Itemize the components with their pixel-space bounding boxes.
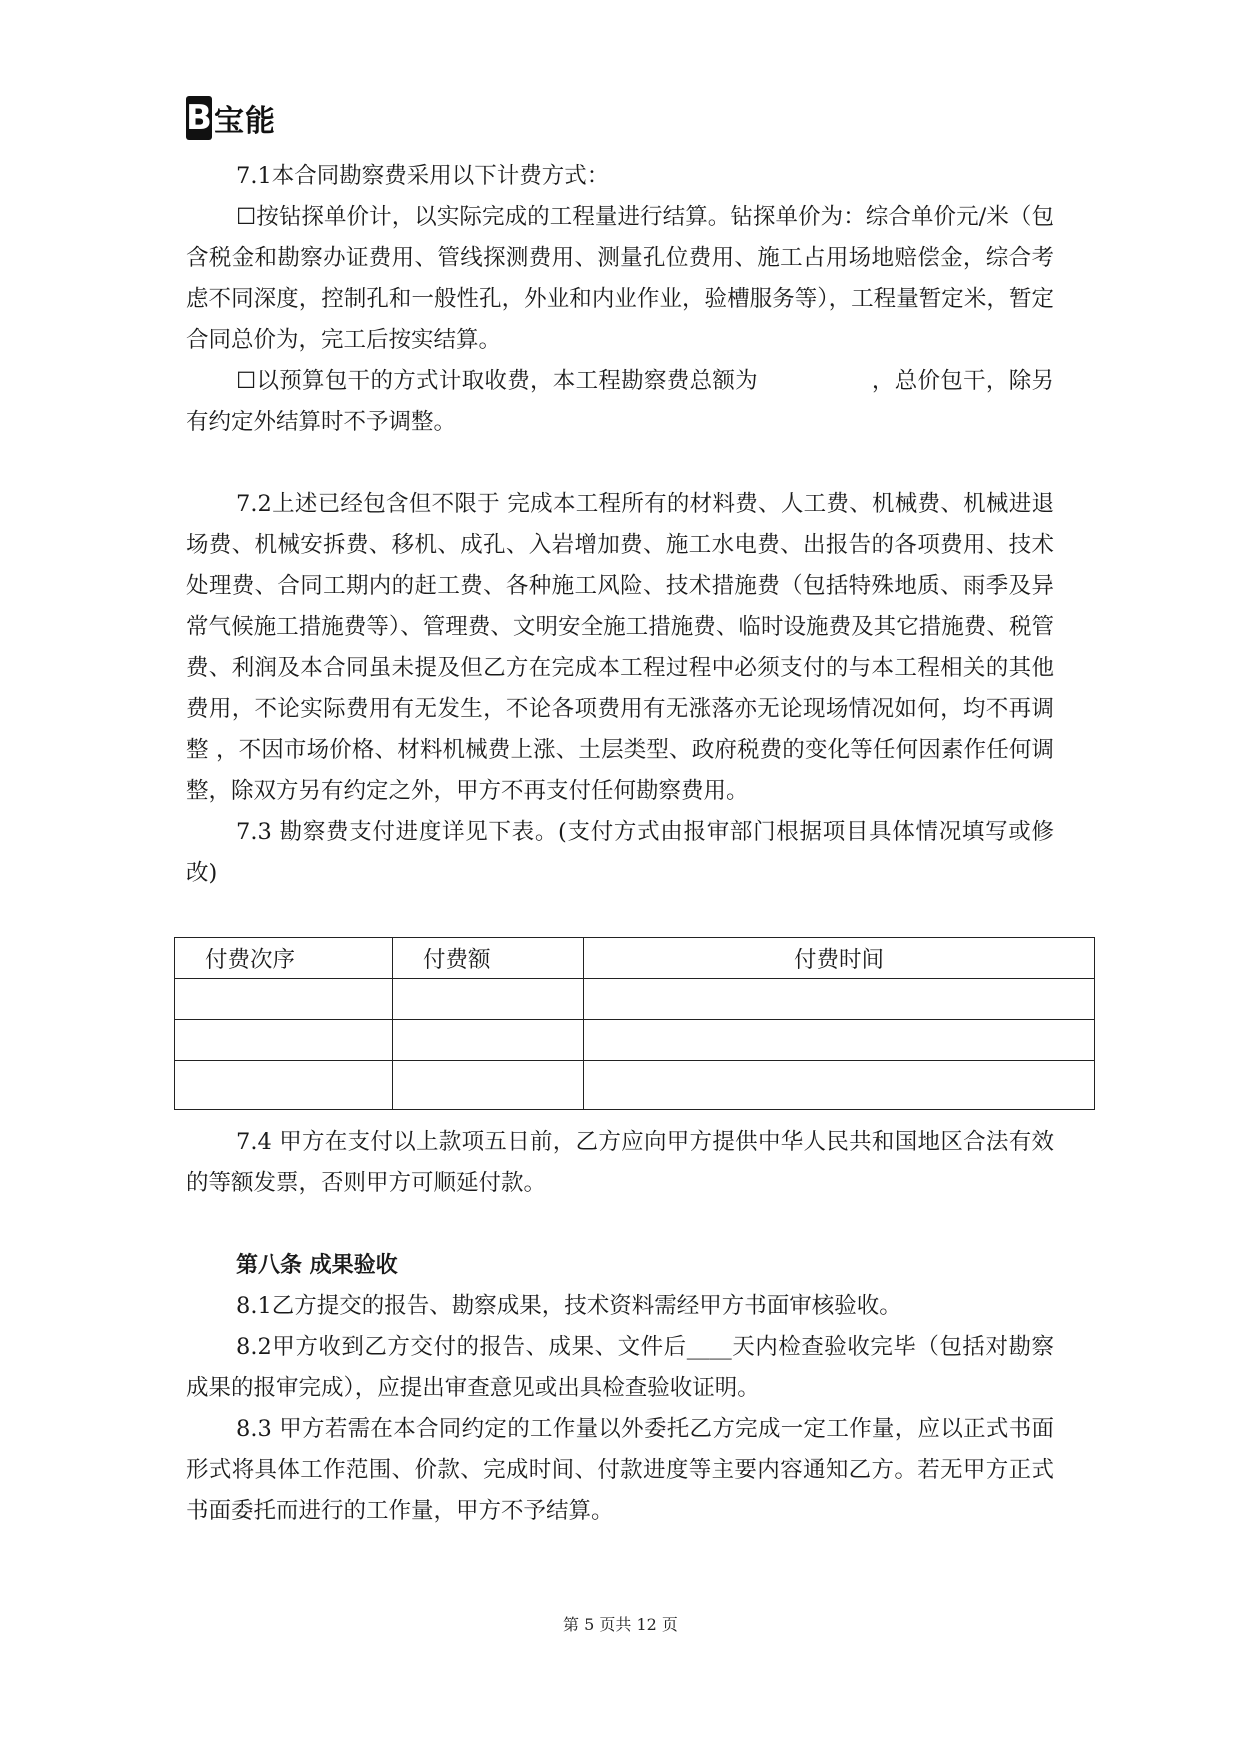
table-row <box>175 1020 1095 1061</box>
table-header-row <box>175 938 1095 979</box>
spacer <box>186 443 1054 484</box>
payment-schedule-table <box>174 937 1095 1110</box>
clause-7-2: 7.2上述已经包含但不限于 完成本工程所有的材料费、人工费、机械费、机械进退场费、机械安拆费、移机、成孔、入岩增加费、施工水电费、出报告的各项费用、技术处理费、合同工期内的赶工费、各种施工风险、技术措施费（包括特殊地质、雨季及异常气候施工措施费等）、管理费、文明安全施工措施费、临时设施费及其它措施费、税管费、利润及本合同虽未提及但乙方在完成本工程过程中必须支付的与本工程相关的其他费用，不论实际费用有无发生，不论各项费用有无涨落亦无论现场情况如何，均不再调整 ，不因市场价格、材料机械费上涨、土层类型、政府税费的变化等任何因素作任何调整，除双方另有约定之外，甲方不再支付任何勘察费用。 <box>186 491 1054 804</box>
column-header: 付费次序 <box>175 938 393 979</box>
clause-8-3: 8.3 甲方若需在本合同约定的工作量以外委托乙方完成一定工作量，应以正式书面形式将具体工作范围、价款、完成时间、付款进度等主要内容通知乙方。若无甲方正式书面委托而进行的工作量，甲方不予结算。 <box>186 1416 1054 1524</box>
spacer <box>186 1204 1054 1245</box>
company-logo <box>186 96 276 140</box>
column-header: 付费额 <box>393 938 584 979</box>
article-8-heading: 第八条 成果验收 <box>236 1253 398 1278</box>
clause-7-4: 7.4 甲方在支付以上款项五日前，乙方应向甲方提供中华人民共和国地区合法有效的等额发票，否则甲方可顺延付款。 <box>186 1129 1054 1196</box>
clause-8-2: 8.2甲方收到乙方交付的报告、成果、文件后____天内检查验收完毕（包括对勘察成果的报审完成），应提出审查意见或出具检查验收证明。 <box>186 1334 1054 1401</box>
table-cell <box>175 1061 393 1110</box>
document-body <box>186 156 1054 894</box>
table-cell <box>584 1020 1095 1061</box>
table-cell <box>584 979 1095 1020</box>
table-cell <box>175 1020 393 1061</box>
table-cell <box>584 1061 1095 1110</box>
table-cell <box>393 979 584 1020</box>
logo-mark: B <box>186 98 212 138</box>
clause-7-1-option-a: ☐按钻探单价计，以实际完成的工程量进行结算。钻探单价为：综合单价元/米（包含税金和勘察办证费用、管线探测费用、测量孔位费用、施工占用场地赔偿金，综合考虑不同深度，控制孔和一般性孔，外业和内业作业，验槽服务等），工程量暂定米，暂定合同总价为，完工后按实结算。 <box>186 204 1054 353</box>
table-cell <box>393 1020 584 1061</box>
table-cell <box>393 1061 584 1110</box>
clause-7-3: 7.3 勘察费支付进度详见下表。(支付方式由报审部门根据项目具体情况填写或修改) <box>186 819 1054 886</box>
logo-text: 宝能 <box>214 104 276 139</box>
table-cell <box>175 979 393 1020</box>
page-number: 第 5 页共 12 页 <box>563 1615 678 1634</box>
document-body-continued <box>186 1122 1054 1532</box>
clause-7-1: 7.1本合同勘察费采用以下计费方式： <box>236 163 610 189</box>
column-header: 付费时间 <box>584 938 1095 979</box>
clause-7-1-option-b: ☐以预算包干的方式计取收费，本工程勘察费总额为 ，总价包干，除另有约定外结算时不予调整。 <box>186 368 1054 435</box>
table-row <box>175 1061 1095 1110</box>
clause-8-1: 8.1乙方提交的报告、勘察成果，技术资料需经甲方书面审核验收。 <box>236 1293 902 1319</box>
table-row <box>175 979 1095 1020</box>
